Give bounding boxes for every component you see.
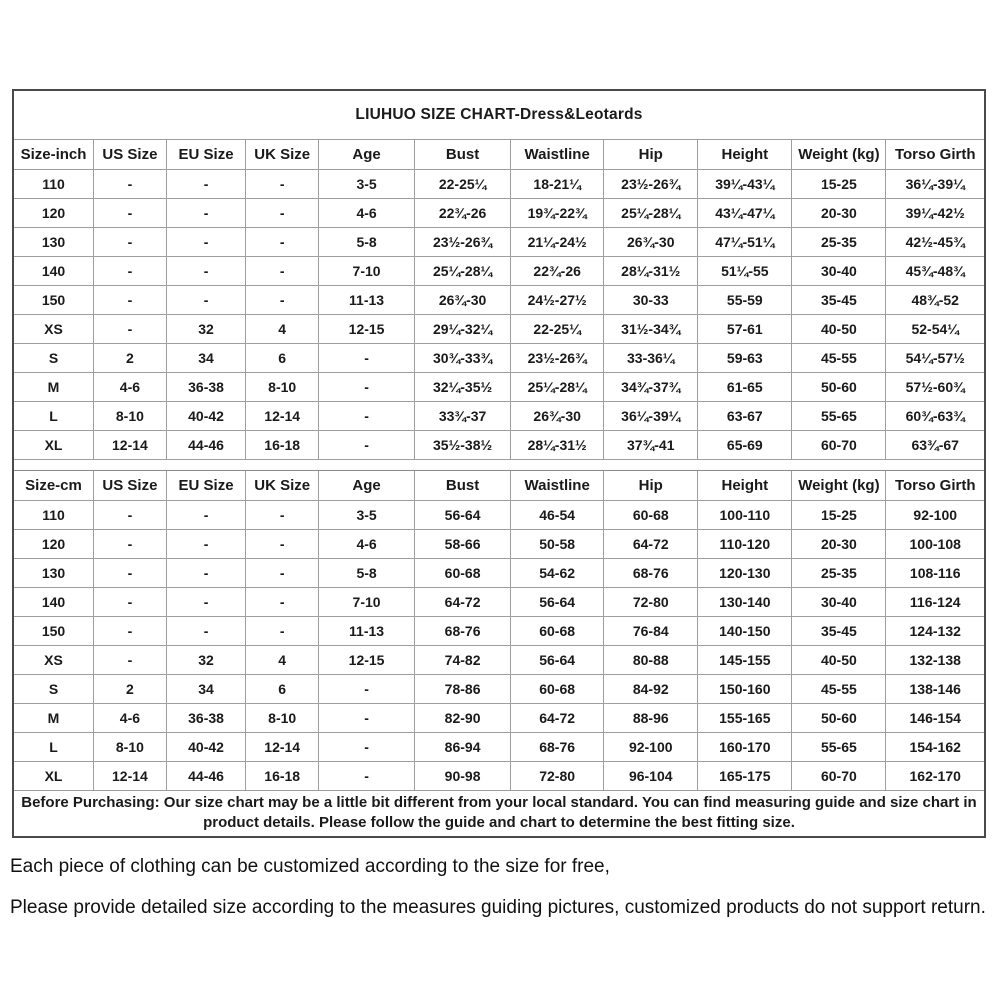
table-row [14, 170, 984, 199]
table-cell: 50-60 [792, 373, 886, 402]
table-cell: 42½-45¾ [886, 228, 984, 257]
table-cell: 145-155 [698, 646, 792, 675]
table-cell: 30-40 [792, 588, 886, 617]
table-cell: 4-6 [94, 373, 167, 402]
table-cell: 68-76 [604, 559, 698, 588]
table-cell: 30¾-33¾ [415, 344, 511, 373]
table-cell: 7-10 [319, 257, 415, 286]
table-cell: - [246, 228, 319, 257]
table-cell: 84-92 [604, 675, 698, 704]
size-table-cm [14, 471, 984, 790]
table-cell: XL [14, 762, 94, 791]
column-header: US Size [94, 140, 167, 170]
table-cell: 60-68 [511, 617, 604, 646]
purchase-note-line1: Before Purchasing: Our size chart may be a little bit different from your local standard. You can find measuring guide and size chart in [21, 794, 977, 811]
table-cell: 15-25 [792, 501, 886, 530]
table-cell: 5-8 [319, 228, 415, 257]
table-cell: - [319, 431, 415, 460]
table-cell: 155-165 [698, 704, 792, 733]
table-cell: 120 [14, 530, 94, 559]
table-cell: 34 [166, 675, 246, 704]
table-cell: 80-88 [604, 646, 698, 675]
table-cell: - [319, 762, 415, 791]
table-cell: 15-25 [792, 170, 886, 199]
table-cell: 47¼-51¼ [698, 228, 792, 257]
table-cell: XS [14, 646, 94, 675]
table-cell: - [94, 315, 167, 344]
column-header: EU Size [166, 140, 246, 170]
table-cell: 50-60 [792, 704, 886, 733]
table-cell: 59-63 [698, 344, 792, 373]
table-cell: 78-86 [415, 675, 511, 704]
table-cell: 74-82 [415, 646, 511, 675]
table-cell: 63¾-67 [886, 431, 984, 460]
table-cell: - [319, 733, 415, 762]
table-cell: 92-100 [604, 733, 698, 762]
table-cell: - [319, 373, 415, 402]
table-cell: 36-38 [166, 373, 246, 402]
table-cell: 35-45 [792, 617, 886, 646]
inch-header-row [14, 140, 984, 170]
table-cell: - [246, 530, 319, 559]
table-row [14, 559, 984, 588]
table-cell: 22¾-26 [415, 199, 511, 228]
table-cell: 57½-60¾ [886, 373, 984, 402]
table-cell: 16-18 [246, 762, 319, 791]
column-header: Age [319, 140, 415, 170]
table-cell: 90-98 [415, 762, 511, 791]
table-cell: 130 [14, 559, 94, 588]
column-header: Size-inch [14, 140, 94, 170]
table-cell: 40-42 [166, 402, 246, 431]
table-cell: 56-64 [511, 646, 604, 675]
table-cell: 64-72 [511, 704, 604, 733]
customization-note: Each piece of clothing can be customized according to the size for free, [10, 856, 610, 877]
table-cell: - [94, 170, 167, 199]
table-cell: 48¾-52 [886, 286, 984, 315]
table-cell: - [94, 501, 167, 530]
table-cell: 124-132 [886, 617, 984, 646]
table-cell: - [246, 170, 319, 199]
table-cell: 4 [246, 315, 319, 344]
table-cell: 11-13 [319, 617, 415, 646]
table-cell: 68-76 [511, 733, 604, 762]
table-cell: 116-124 [886, 588, 984, 617]
column-header: Weight (kg) [792, 140, 886, 170]
column-header: Bust [415, 140, 511, 170]
table-cell: M [14, 704, 94, 733]
table-cell: 22¾-26 [511, 257, 604, 286]
table-cell: - [94, 617, 167, 646]
footer-notes [10, 855, 995, 937]
column-header: Weight (kg) [792, 471, 886, 501]
table-cell: - [94, 199, 167, 228]
table-cell: 25-35 [792, 228, 886, 257]
table-cell: - [166, 588, 246, 617]
table-cell: 76-84 [604, 617, 698, 646]
table-cell: 11-13 [319, 286, 415, 315]
table-cell: 45-55 [792, 675, 886, 704]
table-cell: 56-64 [511, 588, 604, 617]
table-cell: 160-170 [698, 733, 792, 762]
table-cell: L [14, 402, 94, 431]
table-row [14, 199, 984, 228]
table-cell: 64-72 [604, 530, 698, 559]
table-cell: - [166, 257, 246, 286]
table-cell: 50-58 [511, 530, 604, 559]
table-cell: 16-18 [246, 431, 319, 460]
table-row [14, 431, 984, 460]
table-cell: 37¾-41 [604, 431, 698, 460]
table-cell: 33-36¼ [604, 344, 698, 373]
table-row [14, 344, 984, 373]
table-cell: 34¾-37¾ [604, 373, 698, 402]
table-cell: 36-38 [166, 704, 246, 733]
column-header: Height [698, 471, 792, 501]
column-header: Size-cm [14, 471, 94, 501]
table-cell: 26¾-30 [415, 286, 511, 315]
table-cell: 57-61 [698, 315, 792, 344]
table-row [14, 675, 984, 704]
table-cell: 32¼-35½ [415, 373, 511, 402]
table-cell: 60¾-63¾ [886, 402, 984, 431]
table-cell: 26¾-30 [511, 402, 604, 431]
table-cell: 4-6 [94, 704, 167, 733]
table-cell: 130-140 [698, 588, 792, 617]
table-cell: S [14, 675, 94, 704]
table-cell: 162-170 [886, 762, 984, 791]
table-cell: - [319, 344, 415, 373]
table-cell: 140 [14, 588, 94, 617]
table-cell: - [166, 286, 246, 315]
table-cell: 35-45 [792, 286, 886, 315]
table-cell: 45-55 [792, 344, 886, 373]
table-cell: 130 [14, 228, 94, 257]
table-row [14, 373, 984, 402]
table-cell: - [94, 530, 167, 559]
table-cell: - [246, 286, 319, 315]
table-row [14, 704, 984, 733]
table-cell: - [166, 228, 246, 257]
table-cell: 88-96 [604, 704, 698, 733]
table-cell: 19¾-22¾ [511, 199, 604, 228]
table-cell: 33¾-37 [415, 402, 511, 431]
table-cell: 3-5 [319, 501, 415, 530]
table-cell: 34 [166, 344, 246, 373]
table-cell: 64-72 [415, 588, 511, 617]
table-row [14, 315, 984, 344]
table-cell: 23½-26¾ [415, 228, 511, 257]
table-cell: 58-66 [415, 530, 511, 559]
table-cell: XL [14, 431, 94, 460]
table-cell: 32 [166, 315, 246, 344]
table-cell: 65-69 [698, 431, 792, 460]
table-cell: S [14, 344, 94, 373]
return-policy-note: Please provide detailed size according to the measures guiding pictures, customized products do not support return. [10, 897, 986, 918]
table-cell: - [319, 704, 415, 733]
table-cell: 110 [14, 501, 94, 530]
table-cell: - [94, 228, 167, 257]
table-row [14, 228, 984, 257]
table-cell: 72-80 [511, 762, 604, 791]
table-cell: 138-146 [886, 675, 984, 704]
table-row [14, 530, 984, 559]
table-row [14, 588, 984, 617]
table-cell: 55-65 [792, 402, 886, 431]
table-cell: 32 [166, 646, 246, 675]
purchase-note-line2: product details. Please follow the guide and chart to determine the best fitting size. [203, 814, 795, 831]
table-cell: - [246, 199, 319, 228]
table-cell: 132-138 [886, 646, 984, 675]
table-cell: - [319, 402, 415, 431]
table-cell: 20-30 [792, 530, 886, 559]
table-cell: 30-40 [792, 257, 886, 286]
table-cell: 36¼-39¼ [886, 170, 984, 199]
table-cell: 82-90 [415, 704, 511, 733]
table-cell: 44-46 [166, 762, 246, 791]
table-cell: - [246, 617, 319, 646]
table-cell: 12-14 [246, 733, 319, 762]
table-cell: 12-14 [94, 431, 167, 460]
table-cell: 12-15 [319, 315, 415, 344]
table-cell: 23½-26¾ [604, 170, 698, 199]
table-cell: 92-100 [886, 501, 984, 530]
table-cell: 55-59 [698, 286, 792, 315]
table-cell: - [166, 501, 246, 530]
table-cell: 2 [94, 675, 167, 704]
table-cell: 45¾-48¾ [886, 257, 984, 286]
table-cell: 150 [14, 286, 94, 315]
table-cell: 22-25¼ [415, 170, 511, 199]
column-header: Hip [604, 140, 698, 170]
column-header: Torso Girth [886, 471, 984, 501]
table-cell: 60-68 [604, 501, 698, 530]
purchase-note [14, 790, 984, 836]
column-header: EU Size [166, 471, 246, 501]
table-cell: 40-42 [166, 733, 246, 762]
table-cell: XS [14, 315, 94, 344]
table-cell: 24½-27½ [511, 286, 604, 315]
table-cell: 60-70 [792, 762, 886, 791]
table-cell: 3-5 [319, 170, 415, 199]
table-cell: 8-10 [246, 704, 319, 733]
table-cell: 43¼-47¼ [698, 199, 792, 228]
table-cell: 46-54 [511, 501, 604, 530]
table-cell: 21¼-24½ [511, 228, 604, 257]
size-chart-box [12, 89, 986, 838]
table-cell: 55-65 [792, 733, 886, 762]
table-cell: 6 [246, 344, 319, 373]
table-cell: 4 [246, 646, 319, 675]
table-cell: 40-50 [792, 315, 886, 344]
table-cell: 25-35 [792, 559, 886, 588]
table-cell: - [246, 588, 319, 617]
table-cell: 39¼-42½ [886, 199, 984, 228]
cm-header-row [14, 471, 984, 501]
table-cell: 35½-38½ [415, 431, 511, 460]
table-cell: 8-10 [246, 373, 319, 402]
table-cell: 120-130 [698, 559, 792, 588]
table-cell: 100-110 [698, 501, 792, 530]
table-cell: 54-62 [511, 559, 604, 588]
table-cell: - [166, 199, 246, 228]
table-cell: - [94, 286, 167, 315]
table-cell: 25¼-28¼ [604, 199, 698, 228]
table-cell: 146-154 [886, 704, 984, 733]
table-cell: 20-30 [792, 199, 886, 228]
table-row [14, 402, 984, 431]
table-cell: - [94, 257, 167, 286]
table-cell: 26¾-30 [604, 228, 698, 257]
table-cell: 72-80 [604, 588, 698, 617]
table-cell: 12-15 [319, 646, 415, 675]
table-cell: 150-160 [698, 675, 792, 704]
table-cell: - [166, 530, 246, 559]
table-cell: 2 [94, 344, 167, 373]
table-separator [14, 459, 984, 471]
table-cell: 4-6 [319, 530, 415, 559]
table-cell: 165-175 [698, 762, 792, 791]
column-header: UK Size [246, 140, 319, 170]
table-cell: 96-104 [604, 762, 698, 791]
table-cell: 28¼-31½ [511, 431, 604, 460]
table-cell: 86-94 [415, 733, 511, 762]
column-header: Bust [415, 471, 511, 501]
table-cell: 31½-34¾ [604, 315, 698, 344]
table-cell: - [246, 257, 319, 286]
table-cell: 68-76 [415, 617, 511, 646]
table-cell: 100-108 [886, 530, 984, 559]
table-cell: 110 [14, 170, 94, 199]
table-cell: L [14, 733, 94, 762]
table-row [14, 286, 984, 315]
table-cell: - [94, 646, 167, 675]
table-cell: 28¼-31½ [604, 257, 698, 286]
size-chart-title: LIUHUO SIZE CHART-Dress&Leotards [14, 91, 984, 140]
table-cell: 51¼-55 [698, 257, 792, 286]
table-cell: - [94, 559, 167, 588]
table-cell: M [14, 373, 94, 402]
table-cell: - [166, 617, 246, 646]
column-header: Hip [604, 471, 698, 501]
size-table-inch [14, 140, 984, 459]
table-cell: 22-25¼ [511, 315, 604, 344]
table-row [14, 646, 984, 675]
table-cell: - [246, 559, 319, 588]
table-cell: 60-68 [511, 675, 604, 704]
table-cell: 154-162 [886, 733, 984, 762]
column-header: Age [319, 471, 415, 501]
table-cell: 61-65 [698, 373, 792, 402]
table-cell: 110-120 [698, 530, 792, 559]
column-header: US Size [94, 471, 167, 501]
table-cell: 29¼-32¼ [415, 315, 511, 344]
column-header: Waistline [511, 140, 604, 170]
table-cell: 5-8 [319, 559, 415, 588]
table-cell: - [166, 559, 246, 588]
table-cell: 108-116 [886, 559, 984, 588]
table-cell: 56-64 [415, 501, 511, 530]
table-cell: 60-70 [792, 431, 886, 460]
table-cell: 12-14 [94, 762, 167, 791]
table-cell: 7-10 [319, 588, 415, 617]
table-cell: - [319, 675, 415, 704]
table-cell: 63-67 [698, 402, 792, 431]
table-cell: 30-33 [604, 286, 698, 315]
table-cell: 12-14 [246, 402, 319, 431]
table-cell: 52-54¼ [886, 315, 984, 344]
table-cell: 120 [14, 199, 94, 228]
table-cell: 60-68 [415, 559, 511, 588]
table-cell: 25¼-28¼ [415, 257, 511, 286]
column-header: UK Size [246, 471, 319, 501]
table-cell: 36¼-39¼ [604, 402, 698, 431]
table-cell: - [246, 501, 319, 530]
table-cell: - [94, 588, 167, 617]
table-cell: 140-150 [698, 617, 792, 646]
table-row [14, 501, 984, 530]
table-cell: - [166, 170, 246, 199]
table-cell: 4-6 [319, 199, 415, 228]
table-cell: 39¼-43¼ [698, 170, 792, 199]
column-header: Waistline [511, 471, 604, 501]
column-header: Torso Girth [886, 140, 984, 170]
table-cell: 8-10 [94, 733, 167, 762]
table-row [14, 762, 984, 791]
table-cell: 40-50 [792, 646, 886, 675]
table-cell: 25¼-28¼ [511, 373, 604, 402]
table-cell: 18-21¼ [511, 170, 604, 199]
table-row [14, 617, 984, 646]
column-header: Height [698, 140, 792, 170]
table-cell: 54¼-57½ [886, 344, 984, 373]
table-cell: 140 [14, 257, 94, 286]
table-cell: 8-10 [94, 402, 167, 431]
table-cell: 23½-26¾ [511, 344, 604, 373]
table-row [14, 257, 984, 286]
table-row [14, 733, 984, 762]
table-cell: 44-46 [166, 431, 246, 460]
table-cell: 150 [14, 617, 94, 646]
table-cell: 6 [246, 675, 319, 704]
